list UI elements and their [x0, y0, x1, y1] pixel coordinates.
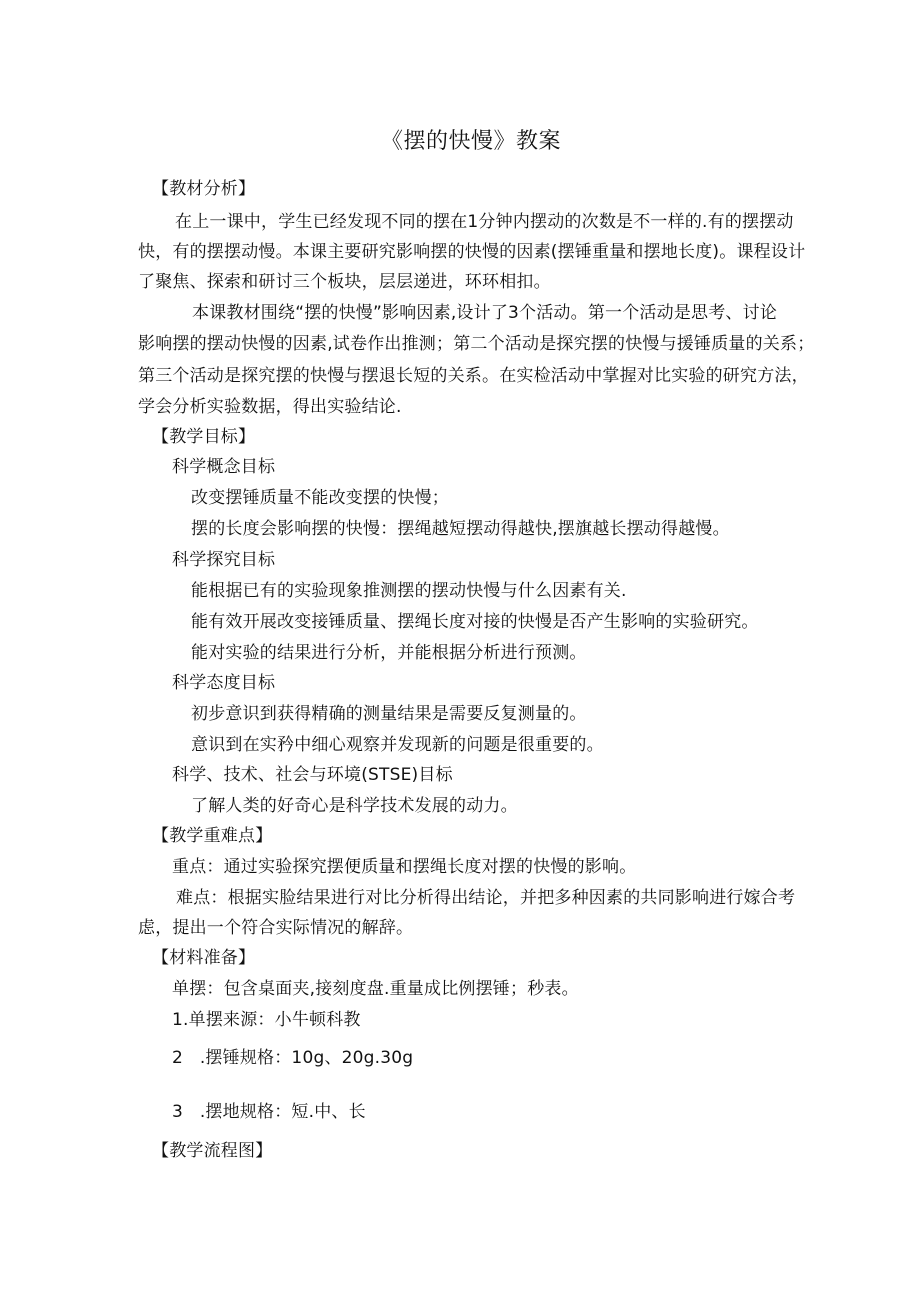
section-heading: 【教学目标】 [152, 427, 256, 447]
paragraph-line: 第三个活动是探究摆的快慢与摆退长短的关系。在实检活动中掌握对比实验的研究方法， [138, 366, 809, 386]
paragraph-line: 单摆：包含桌面夹,接刻度盘.重量成比例摆锤；秒表。 [172, 979, 579, 999]
paragraph-line: 意识到在实矜中细心观察并发现新的问题是很重要的。 [191, 735, 604, 755]
list-item: 1.单摆来源：小牛顿科教 [172, 1010, 361, 1030]
list-item: 2 .摆锤规格：10g、20g.30g [172, 1048, 414, 1068]
section-heading: 【教学流程图】 [152, 1141, 273, 1161]
section-heading: 【材料准备】 [152, 948, 256, 968]
paragraph-line: 能对实验的结果进行分析，并能根据分析进行预测。 [191, 643, 587, 663]
page-title: 《摆的快慢》教案 [381, 129, 562, 154]
paragraph-line: 了聚焦、探索和研讨三个板块，层层递进，环环相扣。 [138, 272, 551, 292]
paragraph-line: 改变摆锤质量不能改变摆的快慢； [191, 488, 449, 508]
paragraph-line: 本课教材围绕“摆的快慢”影响因素,设计了3个活动。第一个活动是思考、讨论 [192, 303, 778, 323]
paragraph-line: 了解人类的好奇心是科学技术发展的动力。 [191, 796, 518, 816]
paragraph-line: 初步意识到获得精确的测量结果是需要反复测量的。 [191, 704, 587, 724]
paragraph-line: 重点：通过实验探究摆便质量和摆绳长度对摆的快慢的影响。 [172, 857, 637, 877]
paragraph-line: 影响摆的摆动快慢的因素,试卷作出推测；第二个活动是探究摆的快慢与援锤质量的关系； [138, 334, 815, 354]
paragraph-line: 难点：根据实脸结果进行对比分析得出结论，并把多种因素的共同影响进行嫁合考 [176, 888, 796, 908]
paragraph-line: 学会分析实验数据，得出实验结论. [138, 397, 402, 417]
subheading: 科学概念目标 [172, 457, 276, 477]
subheading: 科学、技术、社会与环境(STSE)目标 [172, 765, 453, 785]
section-heading: 【教学重难点】 [152, 826, 273, 846]
paragraph-line: 在上一课中，学生已经发现不同的摆在1分钟内摆动的次数是不一样的.有的摆摆动 [175, 212, 794, 232]
list-item: 3 .摆地规格：短.中、长 [172, 1102, 366, 1122]
section-heading: 【教材分析】 [152, 179, 256, 199]
paragraph-line: 摆的长度会影响摆的快慢：摆绳越短摆动得越快,摆旗越长摆动得越慢。 [191, 519, 730, 539]
paragraph-line: 能有效开展改变接锤质量、摆绳长度对接的快慢是否产生影响的实验研究。 [191, 612, 759, 632]
subheading: 科学态度目标 [172, 673, 276, 693]
subheading: 科学探究目标 [172, 550, 276, 570]
paragraph-line: 虑，提出一个符合实际情况的解辞。 [138, 918, 414, 938]
paragraph-line: 能根据已有的实验现象推测摆的摆动快慢与什么因素有关. [191, 581, 627, 601]
paragraph-line: 快，有的摆摆动慢。本课主要研究影响摆的快慢的因素(摆锤重量和摆地长度)。课程设计 [138, 242, 806, 262]
